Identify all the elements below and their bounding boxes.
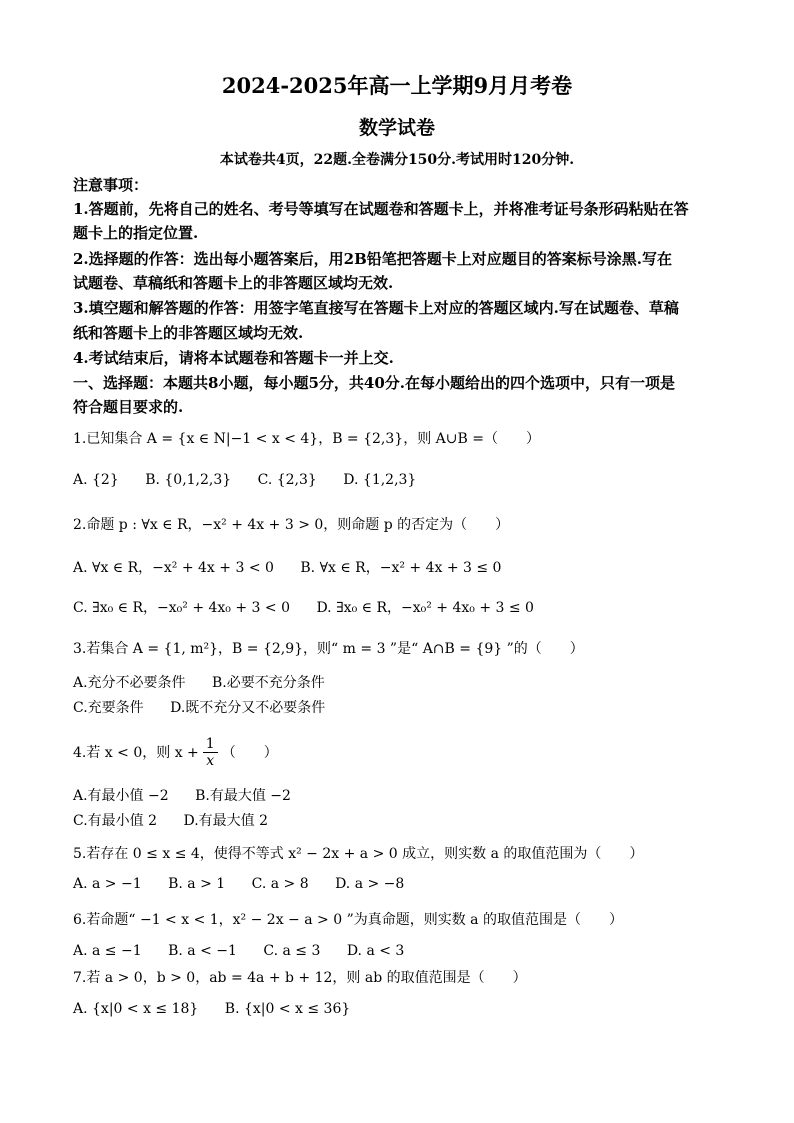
fraction [203, 736, 218, 769]
option-b: B. {0,1,2,3} [145, 472, 232, 488]
question-2-options-row1 [73, 557, 501, 577]
section-heading-cont: 符合题目要求的. [73, 398, 184, 416]
option-a: A.充分不必要条件 [73, 675, 186, 691]
question-4-options-row1 [73, 785, 291, 805]
question-4-stem-post: （ ） [221, 745, 278, 761]
exam-subtitle: 数学试卷 [358, 117, 435, 139]
question-4-stem [73, 732, 278, 772]
option-d: D. a < 3 [346, 943, 405, 959]
exam-info: 本试卷共4页，22题.全卷满分150分.考试用时120分钟. [219, 152, 575, 168]
option-c: C.有最小值 2 [73, 813, 158, 829]
option-b: B.必要不充分条件 [212, 675, 325, 691]
option-b: B. a < −1 [168, 943, 237, 959]
option-c: C. a > 8 [251, 876, 309, 892]
option-a: A. ∀x ∈ R，−x² + 4x + 3 < 0 [73, 560, 274, 576]
question-4-stem-pre: 4.若 x < 0，则 x + [73, 745, 199, 761]
question-1-stem: 1.已知集合 A = {x ∈ N|−1 < x < 4}，B = {2,3}，则 A∪B =（ ） [73, 431, 540, 447]
question-3-options-row1 [73, 672, 325, 692]
option-c: C. a ≤ 3 [263, 943, 321, 959]
question-7-options [73, 1001, 350, 1017]
notice-line: 试题卷、草稿纸和答题卡上的非答题区域均无效. [73, 274, 394, 292]
option-a: A. a > −1 [73, 876, 142, 892]
option-b: B. {x|0 < x ≤ 36} [224, 1001, 351, 1017]
option-a: A.有最小值 −2 [73, 788, 169, 804]
option-d: D. ∃x₀ ∈ R，−x₀² + 4x₀ + 3 ≤ 0 [316, 600, 534, 616]
fraction-numerator: 1 [203, 736, 218, 753]
question-4-options-row2 [73, 810, 268, 830]
exam-title: 2024-2025年高一上学期9月月考卷 [221, 73, 573, 98]
question-5-stem: 5.若存在 0 ≤ x ≤ 4，使得不等式 x² − 2x + a > 0 成立，则实数 a 的取值范围为（ ） [73, 846, 644, 862]
option-c: C. ∃x₀ ∈ R，−x₀² + 4x₀ + 3 < 0 [73, 600, 290, 616]
option-b: B. ∀x ∈ R，−x² + 4x + 3 ≤ 0 [300, 560, 502, 576]
option-c: C. {2,3} [257, 472, 317, 488]
option-d: D. a > −8 [335, 876, 405, 892]
option-b: B. a > 1 [168, 876, 226, 892]
question-1-options [73, 472, 416, 488]
question-3-stem: 3.若集合 A = {1, m²}，B = {2,9}，则“ m = 3 ”是“ A∩B = {9} ”的（ ） [73, 641, 584, 657]
option-c: C.充要条件 [73, 700, 144, 716]
option-d: D.既不充分又不必要条件 [170, 700, 326, 716]
notice-line: 纸和答题卡上的非答题区域均无效. [73, 324, 304, 342]
notice-line: 3.填空题和解答题的作答：用签字笔直接写在答题卡上对应的答题区域内.写在试题卷、草稿 [73, 299, 679, 317]
question-7-stem: 7.若 a > 0，b > 0，ab = 4a + b + 12，则 ab 的取值范围是（ ） [73, 970, 527, 986]
section-heading: 一、选择题：本题共8小题，每小题5分，共40分.在每小题给出的四个选项中，只有一项是 [73, 374, 675, 392]
option-b: B.有最大值 −2 [195, 788, 291, 804]
question-6-options [73, 943, 404, 959]
notice-line: 4.考试结束后，请将本试题卷和答题卡一并上交. [73, 349, 394, 367]
question-5-options [73, 876, 404, 892]
question-2-stem: 2.命题 p : ∀x ∈ R，−x² + 4x + 3 > 0，则命题 p 的否定为（ ） [73, 517, 510, 533]
question-6-stem: 6.若命题“ −1 < x < 1，x² − 2x − a > 0 ”为真命题，则实数 a 的取值范围是（ ） [73, 912, 623, 928]
option-a: A. {2} [73, 472, 119, 488]
notice-heading: 注意事项： [73, 176, 149, 194]
notice-line: 1.答题前，先将自己的姓名、考号等填写在试题卷和答题卡上，并将准考证号条形码粘贴在答 [73, 200, 689, 218]
option-d: D.有最大值 2 [183, 813, 269, 829]
notice-line: 题卡上的指定位置. [73, 224, 199, 242]
notice-line: 2.选择题的作答：选出每小题答案后，用2B铅笔把答题卡上对应题目的答案标号涂黑.写在 [73, 250, 673, 268]
option-d: D. {1,2,3} [343, 472, 417, 488]
question-2-options-row2 [73, 597, 534, 617]
question-3-options-row2 [73, 697, 325, 717]
option-a: A. a ≤ −1 [73, 943, 142, 959]
option-a: A. {x|0 < x ≤ 18} [73, 1001, 199, 1017]
fraction-denominator: x [206, 752, 215, 769]
